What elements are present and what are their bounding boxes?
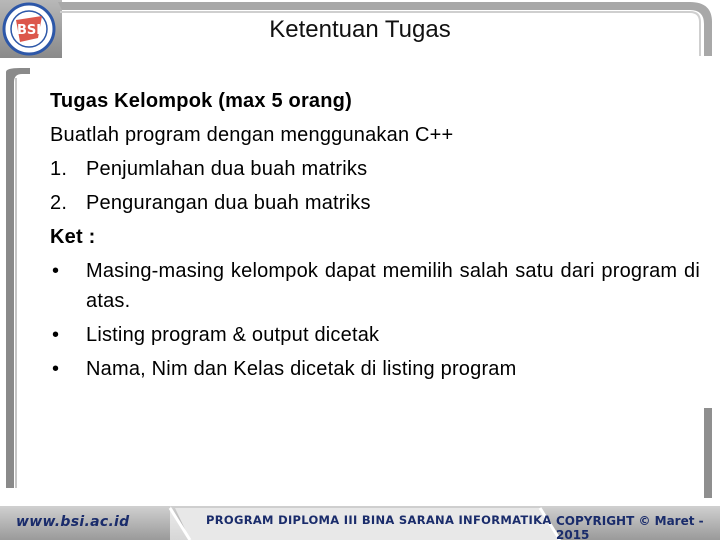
header-bar bbox=[0, 0, 720, 58]
bullet-text: Nama, Nim dan Kelas dicetak di listing program bbox=[86, 358, 517, 380]
bullet-item bbox=[50, 254, 700, 318]
footer-bar bbox=[0, 500, 720, 540]
list-number: 1. bbox=[50, 158, 68, 180]
list-number: 2. bbox=[50, 192, 68, 214]
bullet-marker: • bbox=[52, 324, 60, 346]
numbered-item bbox=[50, 186, 700, 220]
program-name: PROGRAM DIPLOMA III BINA SARANA INFORMATIKA bbox=[206, 513, 552, 527]
slide-body bbox=[50, 84, 700, 386]
slide-title bbox=[0, 16, 720, 44]
list-text: Pengurangan dua buah matriks bbox=[86, 192, 371, 214]
list-text: Penjumlahan dua buah matriks bbox=[86, 158, 368, 180]
bullet-item bbox=[50, 318, 700, 352]
copyright-text: COPYRIGHT © Maret - 2015 bbox=[556, 514, 704, 542]
bullet-text: Masing-masing kelompok dapat memilih salah satu dari program di atas. bbox=[86, 260, 700, 312]
numbered-item bbox=[50, 152, 700, 186]
assignment-heading: Tugas Kelompok (max 5 orang) bbox=[50, 90, 352, 112]
intro-line: Buatlah program dengan menggunakan C++ bbox=[50, 124, 454, 146]
logo-text: BSI bbox=[16, 23, 42, 38]
bullet-marker: • bbox=[52, 358, 60, 380]
bullet-text: Listing program & output dicetak bbox=[86, 324, 380, 346]
ket-label: Ket : bbox=[50, 226, 96, 248]
bullet-marker: • bbox=[52, 260, 60, 282]
slide-title-text: Ketentuan Tugas bbox=[269, 16, 451, 43]
website-link[interactable]: www.bsi.ac.id bbox=[16, 514, 130, 530]
bullet-item bbox=[50, 352, 700, 386]
